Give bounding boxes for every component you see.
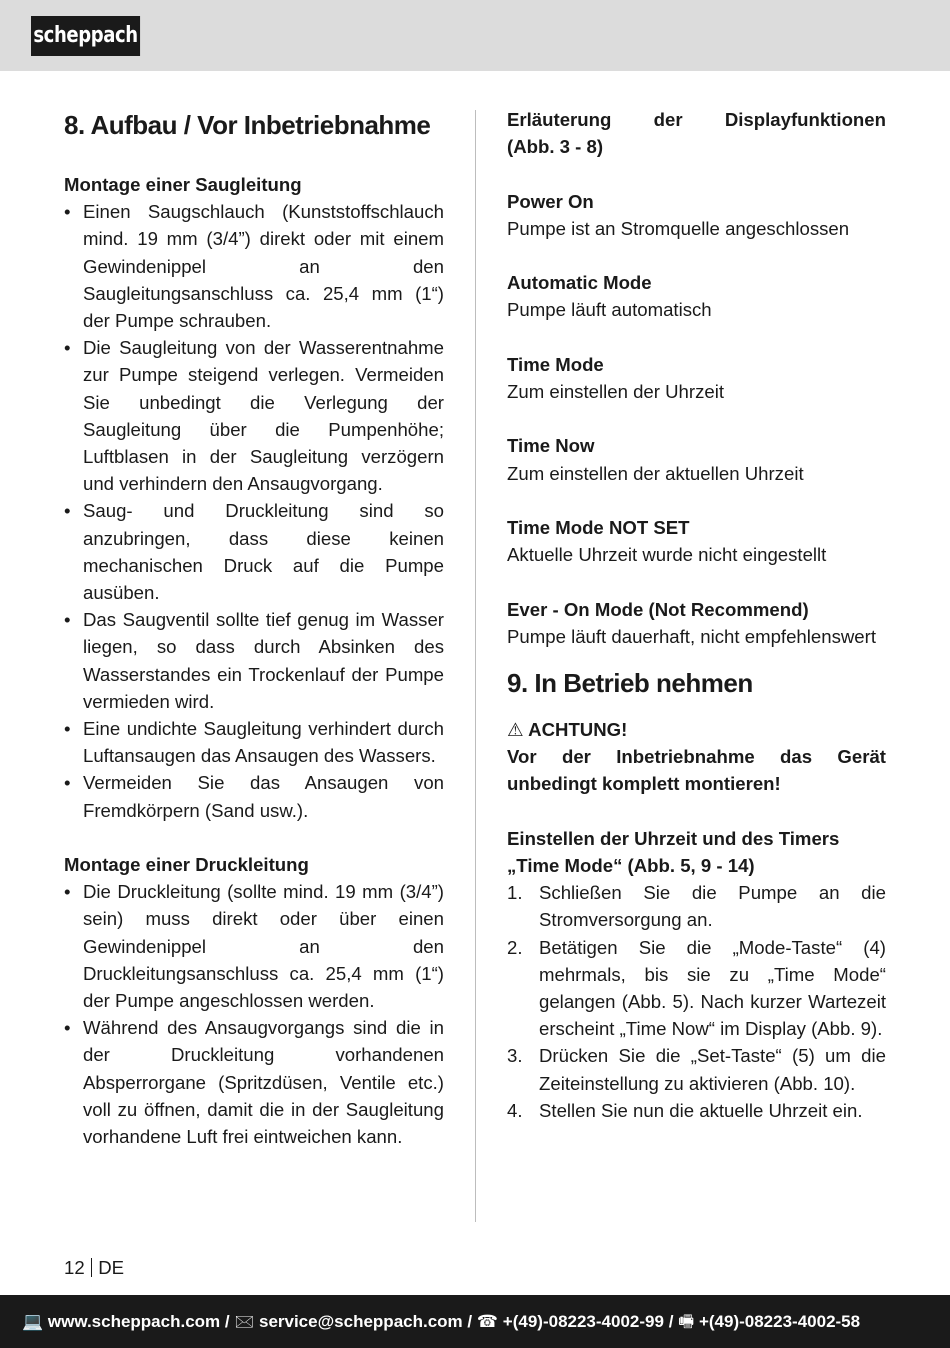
top-bar [0,0,950,71]
list-item: • Die Saugleitung von der Wasserentnahme zur Pumpe steigend verlegen. Vermeiden Sie unbedingt die Verlegung der Saugleitung über die Pumpenhöhe; Luftblasen in der Saugleitung verzögern und verhindern den Ansaugvorgang. [64,334,444,497]
left-column [64,106,444,1150]
suction-heading: Montage einer Saugleitung [64,174,302,195]
pressure-heading: Montage einer Druckleitung [64,854,309,876]
warning-triangle-icon: ⚠ [507,718,524,740]
envelope-icon: 🖂 [234,1312,255,1331]
list-item [507,1097,886,1124]
email-link[interactable]: service@scheppach.com [258,1312,463,1331]
step-number: 2. [507,936,523,958]
timer-steps-list [507,879,886,1124]
list-item [507,1042,886,1096]
contact-separator: / [668,1312,674,1331]
function-name: Time Mode NOT SET [507,516,690,538]
function-name: Automatic Mode [507,272,652,294]
list-item [507,934,886,1043]
warning-title [507,716,886,743]
computer-icon: 💻 [22,1312,44,1331]
website-link[interactable]: www.scheppach.com [47,1312,221,1331]
step-text: Stellen Sie nun die aktuelle Uhrzeit ein. [539,1099,863,1121]
step-number: 4. [507,1099,523,1121]
function-name: Power On [507,190,594,212]
list-item: • Das Saugventil sollte tief genug im Wasser liegen, so dass durch Absinken des Wasserstandes ein Trockenlauf der Pumpe vermieden wird. [64,606,444,715]
contact-bar [0,1295,950,1348]
timer-heading-ref: „Time Mode“ (Abb. 5, 9 - 14) [507,854,755,876]
page-number [64,1256,124,1280]
function-desc: Pumpe ist an Stromquelle angeschlossen [507,217,850,239]
display-heading: Erläuterung der Displayfunktionen [507,109,886,130]
column-divider [475,110,476,1222]
list-item: • Eine undichte Saugleitung verhindert durch Luftansaugen das Ansaugen des Wassers. [64,715,444,769]
fax-number: +(49)-08223-4002-58 [698,1312,861,1331]
list-item: • Saug- und Druckleitung sind so anzubringen, dass diese keinen mechanischen Druck auf die Pumpe ausüben. [64,497,444,606]
phone-number: +(49)-08223-4002-99 [502,1312,664,1331]
fax-icon: 🖷 [678,1312,695,1331]
contact-separator: / [467,1312,473,1331]
step-text: Betätigen Sie die „Mode-Taste“ (4) mehrmals, bis sie zu „Time Mode“ gelangen (Abb. 5). Nach kurzer Wartezeit erscheint „Time Now“ im Display (Abb. 9). [539,936,886,1040]
function-desc: Pumpe läuft dauerhaft, nicht empfehlenswert [507,625,876,647]
display-heading-ref: (Abb. 3 - 8) [507,136,604,158]
function-name: Time Now [507,435,595,457]
list-item: • Die Druckleitung (sollte mind. 19 mm (3/4”) sein) muss direkt oder über einen Gewindenippel an den Druckleitungsanschluss ca. 25,4 mm (1“) der Pumpe angeschlossen werden. [64,878,444,1014]
step-number: 1. [507,882,523,904]
list-item [507,879,886,933]
function-name: Time Mode [507,353,604,375]
telephone-icon: ☎ [476,1312,499,1331]
function-desc: Zum einstellen der Uhrzeit [507,380,725,402]
function-desc: Pumpe läuft automatisch [507,299,712,321]
right-column [507,106,886,1124]
page-number-value: 12 [64,1257,85,1278]
step-text: Drücken Sie die „Set-Taste“ (5) um die Zeiteinstellung zu aktivieren (Abb. 10). [539,1045,886,1094]
page-language: DE [98,1257,125,1278]
step-number: 3. [507,1045,523,1067]
function-desc: Aktuelle Uhrzeit wurde nicht eingestellt [507,544,827,566]
contact-separator: / [224,1312,230,1331]
list-item: • Einen Saugschlauch (Kunststoffschlauch mind. 19 mm (3/4”) direkt oder mit einem Gewindenippel an den Saugleitungsanschluss ca. 25,4 mm (1“) der Pumpe schrauben. [64,198,444,334]
list-item: • Vermeiden Sie das Ansaugen von Fremdkörpern (Sand usw.). [64,769,444,823]
timer-heading: Einstellen der Uhrzeit und des Timers [507,827,840,849]
list-item: • Während des Ansaugvorgangs sind die in der Druckleitung vorhandenen Absperrorgane (Spritzdüsen, Ventile etc.) voll zu öffnen, damit die in der Saugleitung vorhandene Luft frei eintweichen kann. [64,1014,444,1150]
function-name: Ever - On Mode (Not Recommend) [507,598,809,620]
suction-bullet-list [64,198,444,824]
function-desc: Zum einstellen der aktuellen Uhrzeit [507,462,804,484]
page-number-separator [91,1258,93,1277]
warning-text: Vor der Inbetriebnahme das Gerät unbedingt komplett montieren! [507,746,886,795]
section-title-8: 8. Aufbau / Vor Inbetriebnahme [64,110,431,140]
pressure-bullet-list [64,878,444,1150]
warning-title-text: ACHTUNG! [528,718,628,740]
scheppach-logo: scheppach [31,16,140,56]
section-title-9: 9. In Betrieb nehmen [507,667,753,698]
step-text: Schließen Sie die Pumpe an die Stromversorgung an. [539,882,886,931]
